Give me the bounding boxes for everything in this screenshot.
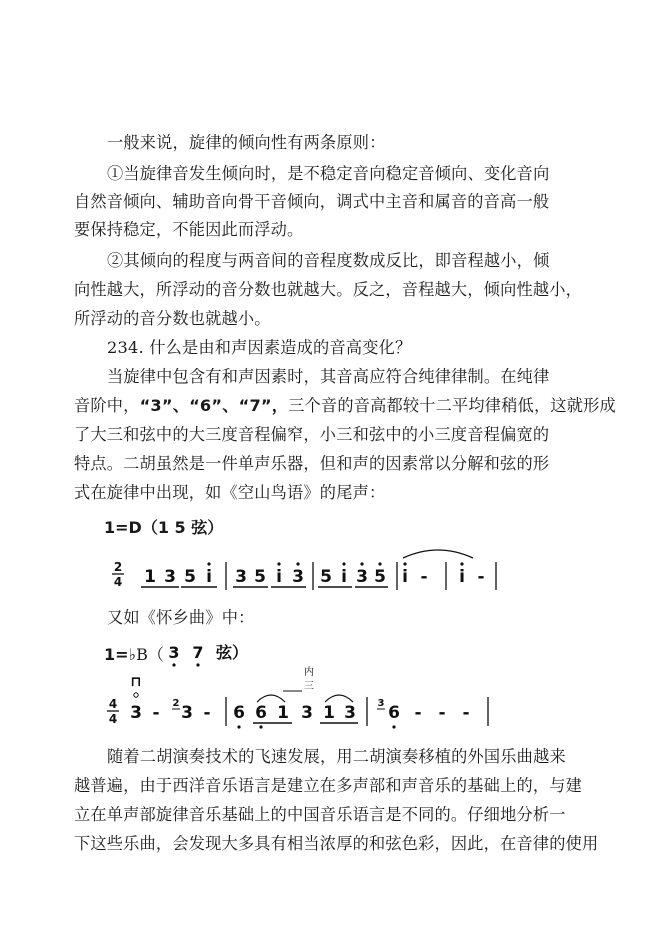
position-mark: 内 [304,667,314,678]
paragraph-line: 向性越大，所浮动的音分数也就越大。反之，音程越大，倾向性越小， [74,280,583,299]
key-signature-1: 1=D（1 5 弦） [104,518,224,537]
note: i [402,567,408,587]
paragraph-line: 立在单声部旋律音乐基础上的中国音乐语言是不同的。仔细地分析一 [74,805,566,824]
note-names: “3”、“6”、“7”， [139,396,289,415]
paragraph-line [74,396,616,416]
svg-text:弦）: 弦） [216,643,249,662]
paragraph-line: 又如《怀乡曲》中： [107,608,255,627]
dash: - [477,567,485,587]
dash: - [420,567,428,587]
paragraph-line: 一般来说，旋律的倾向性有两条原则： [107,133,386,152]
note: 3 [130,703,142,723]
paragraph-line: 自然音倾向、辅助音向骨干音倾向，调式中主音和属音的音高一般 [74,192,550,211]
paragraph-line: 要保持稳定，不能因此而浮动。 [74,220,304,239]
paragraph-line: 特点。二胡虽然是一件单声乐器，但和声的因素常以分解和弦的形 [74,454,550,473]
note: i [459,567,465,587]
note: i [341,567,347,587]
note: 5 [320,567,332,587]
note: 3 [164,567,176,587]
grace-note: 3 [377,698,385,709]
note: 3 [235,567,247,587]
note: 3 [301,703,313,723]
note: 3 [344,703,356,723]
jianpu-score-1 [0,540,655,620]
position-number: 三 [304,681,314,692]
note: 5 [374,567,386,587]
paragraph-line: 所浮动的音分数也就越小。 [74,309,271,328]
time-sig-bottom: 4 [108,712,118,726]
paragraph-line: ①当旋律音发生倾向时，是不稳定音向稳定音倾向、变化音向 [107,164,550,183]
time-sig-bottom: 4 [113,575,123,589]
note: i [276,567,282,587]
note: 5 [254,567,266,587]
dash: - [438,703,446,723]
note: 6 [233,703,245,723]
time-sig-top: 4 [108,697,118,711]
svg-text:3: 3 [168,643,180,662]
paragraph-line: 随着二胡演奏技术的飞速发展，用二胡演奏移植的外国乐曲越来 [107,747,566,766]
note: 3 [292,567,304,587]
note: 1 [323,703,335,723]
paragraph-line: 式在旋律中出现，如《空山鸟语》的尾声： [74,483,386,502]
dash: - [414,703,422,723]
paragraph-line: 下这些乐曲，会发现大多具有相当浓厚的和弦色彩，因此，在音律的使用 [74,834,599,853]
note: 6 [255,703,267,723]
section-heading: 234. 什么是由和声因素造成的音高变化？ [107,338,412,357]
dash: - [203,703,211,723]
text-fragment: 三个音的音高都较十二平均律稍低，这就形成 [288,396,616,415]
note: 5 [184,567,196,587]
time-sig-top: 2 [113,560,123,574]
paragraph-line: 当旋律中包含有和声因素时，其音高应符合纯律律制。在纯律 [107,367,550,386]
grace-note: 2 [172,698,180,709]
paragraph-line: ②其倾向的程度与两音间的音程度数成反比，即音程越小，倾 [107,251,550,270]
dash: - [462,703,470,723]
note: 1 [144,567,156,587]
note: 6 [388,703,400,723]
note: 1 [277,703,289,723]
key-signature-2: 1=♭B（ [104,645,164,664]
paragraph-line: 了大三和弦中的大三度音程偏窄，小三和弦中的小三度音程偏宽的 [74,425,550,444]
note: 3 [356,567,368,587]
text-fragment: 音阶中， [74,396,140,415]
paragraph-line: 越普遍，由于西洋音乐语言是建立在多声部和声音乐的基础上的，与建 [74,776,583,795]
note: i [206,567,212,587]
down-bow-mark: ⊓ [130,674,142,690]
dash: - [152,703,160,723]
note: 3 [181,703,193,723]
svg-text:7: 7 [192,643,204,662]
